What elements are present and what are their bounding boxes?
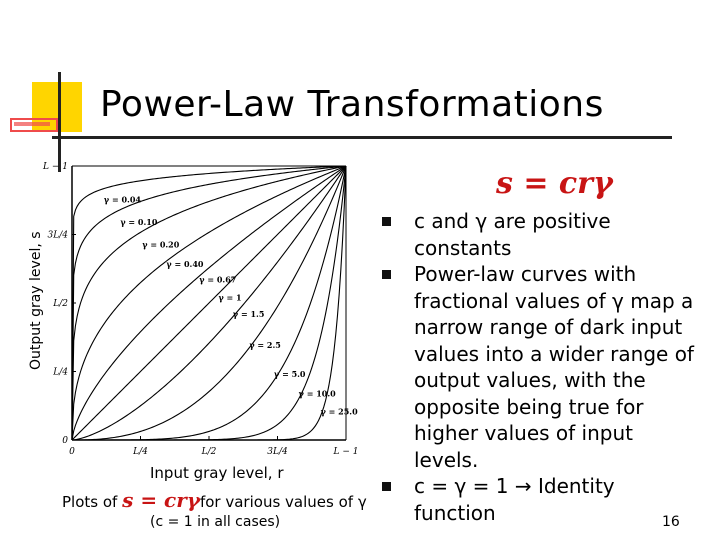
caption-note: (c = 1 in all cases): [150, 514, 281, 530]
curve-label: γ = 1: [218, 292, 242, 303]
curve-label: γ = 0.40: [166, 259, 204, 270]
bullet-list: [382, 208, 702, 526]
x-tick-label: L/2: [201, 447, 217, 457]
bullet-item: [382, 473, 702, 526]
caption-formula: s = crγ: [122, 488, 200, 512]
curve-label: γ = 25.0: [320, 406, 358, 417]
curve-label: γ = 0.20: [142, 239, 180, 250]
bullet-square-icon: [382, 270, 391, 279]
y-axis-label: Output gray level, s: [28, 231, 44, 370]
curve-label: γ = 0.67: [199, 274, 237, 285]
gamma-curve: [72, 166, 346, 440]
curve-label: γ = 0.04: [103, 194, 141, 205]
curve-label: γ = 2.5: [249, 340, 281, 351]
figure-caption: [62, 488, 367, 512]
y-tick-label: L/4: [53, 367, 68, 378]
main-formula: s = crγ: [496, 166, 613, 201]
bullet-text: Power-law curves with fractional values of γ map a narrow range of dark input values into a wider range of output values, with the opposite being true for higher values of input levels.: [414, 262, 694, 472]
x-tick-label: 3L/4: [267, 447, 288, 457]
page-number: 16: [662, 514, 680, 530]
curve-label: γ = 0.10: [120, 216, 158, 227]
curve-label: γ = 5.0: [274, 369, 306, 380]
bullet-text: c = γ = 1 → Identity function: [414, 474, 615, 525]
caption-prefix: Plots of: [62, 493, 123, 511]
bullet-square-icon: [382, 482, 391, 491]
y-tick-label: 0: [62, 436, 68, 446]
x-tick-label: L/4: [133, 447, 148, 457]
x-tick-label: L − 1: [333, 447, 359, 457]
y-tick-label: L − 1: [43, 162, 68, 172]
curve-label: γ = 10.0: [298, 388, 336, 399]
bullet-item: [382, 208, 702, 261]
bullet-item: [382, 261, 702, 473]
caption-suffix: for various values of γ: [199, 493, 367, 511]
x-tick-label: 0: [69, 447, 75, 457]
bullet-text: c and γ are positive constants: [414, 209, 611, 260]
y-tick-label: 3L/4: [47, 230, 68, 241]
bullet-square-icon: [382, 217, 391, 226]
slide-title: Power-Law Transformations: [100, 84, 604, 125]
y-tick-label: L/2: [53, 299, 68, 309]
x-axis-label: Input gray level, r: [150, 464, 284, 482]
curve-label: γ = 1.5: [232, 308, 265, 319]
